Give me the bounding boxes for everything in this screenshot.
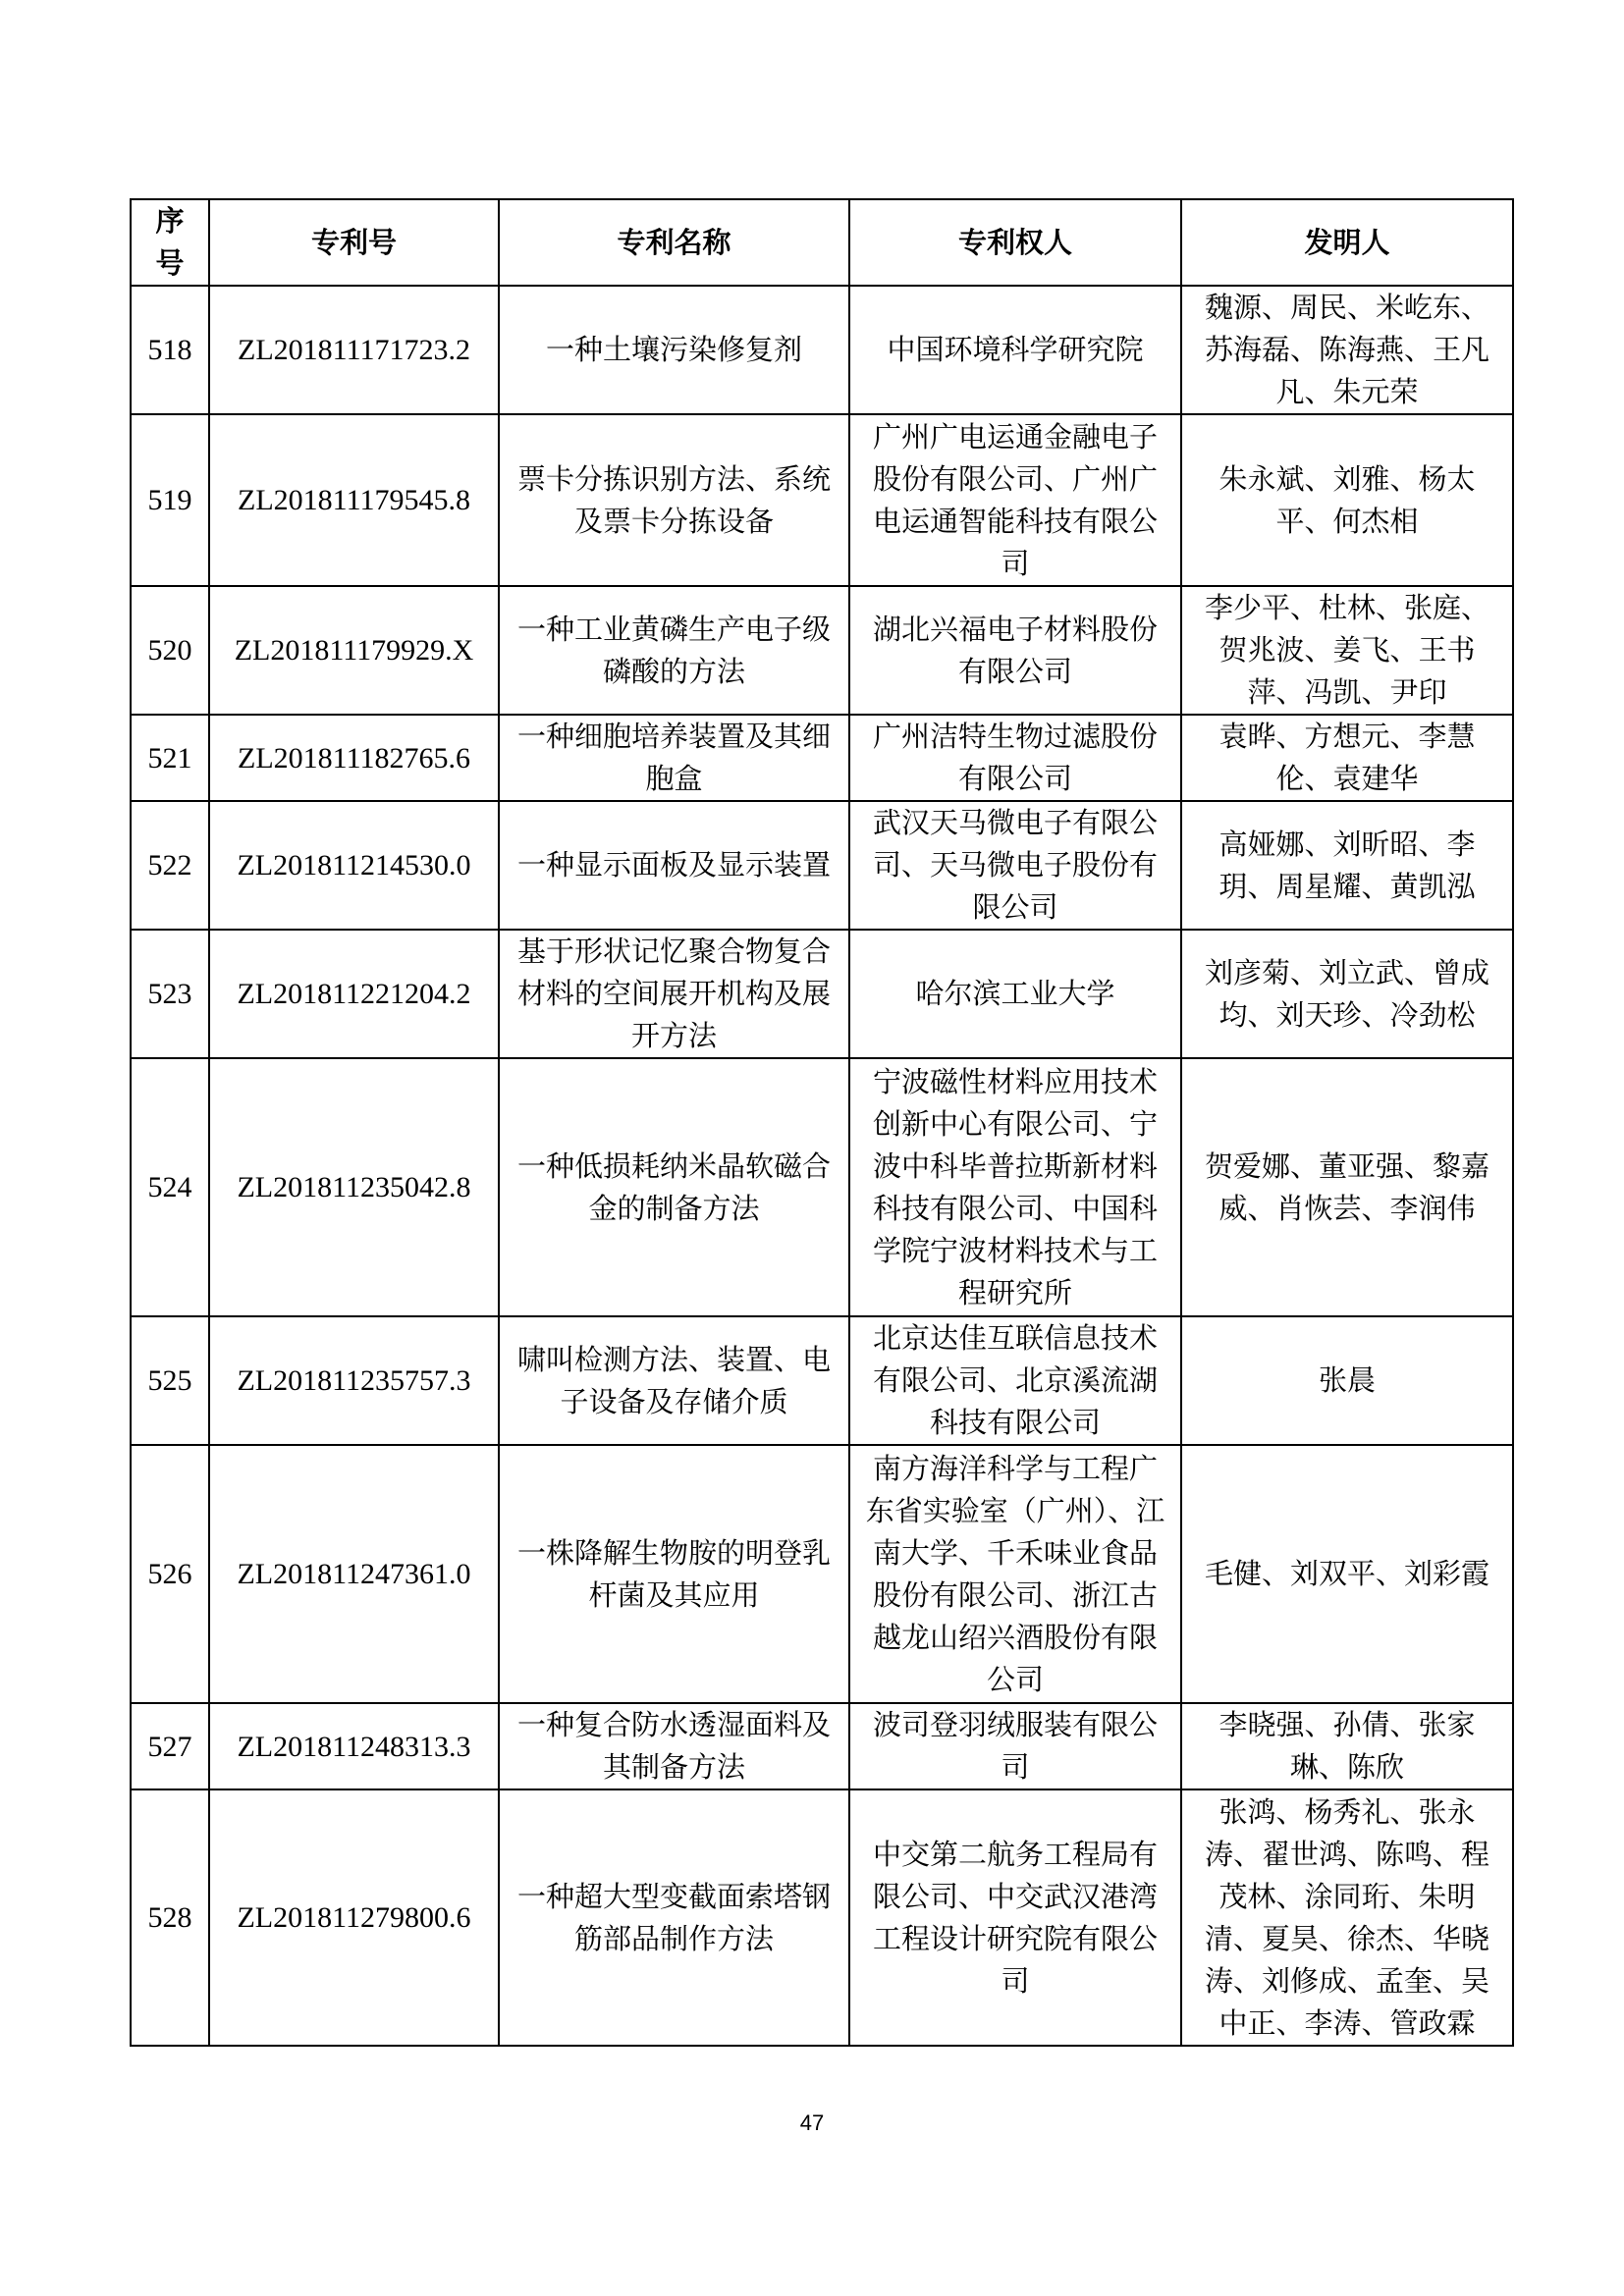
patent-name-cell: 一种土壤污染修复剂 xyxy=(499,286,849,414)
patent-name-cell: 一种复合防水透湿面料及其制备方法 xyxy=(499,1703,849,1789)
patent-name-cell: 一种低损耗纳米晶软磁合金的制备方法 xyxy=(499,1058,849,1316)
table-row xyxy=(131,1789,1513,2046)
inventor-cell: 张鸿、杨秀礼、张永涛、翟世鸿、陈鸣、程茂林、涂同珩、朱明清、夏昊、徐杰、华晓涛、刘修成、孟奎、吴中正、李涛、管政霖 xyxy=(1181,1789,1513,2046)
serial-number-cell: 521 xyxy=(131,715,209,801)
header-patent-number: 专利号 xyxy=(209,199,499,286)
serial-number-cell: 524 xyxy=(131,1058,209,1316)
header-patent-holder: 专利权人 xyxy=(849,199,1181,286)
patent-name-cell: 一种工业黄磷生产电子级磷酸的方法 xyxy=(499,586,849,715)
serial-number-cell: 526 xyxy=(131,1445,209,1703)
table-body xyxy=(131,286,1513,2046)
inventor-cell: 李晓强、孙倩、张家琳、陈欣 xyxy=(1181,1703,1513,1789)
serial-number-cell: 528 xyxy=(131,1789,209,2046)
inventor-cell: 张晨 xyxy=(1181,1316,1513,1445)
table-header-row xyxy=(131,199,1513,286)
table-row xyxy=(131,286,1513,414)
patent-name-cell: 基于形状记忆聚合物复合材料的空间展开机构及展开方法 xyxy=(499,930,849,1058)
patent-holder-cell: 中交第二航务工程局有限公司、中交武汉港湾工程设计研究院有限公司 xyxy=(849,1789,1181,2046)
patent-holder-cell: 广州洁特生物过滤股份有限公司 xyxy=(849,715,1181,801)
patent-number-cell: ZL201811171723.2 xyxy=(209,286,499,414)
patent-holder-cell: 武汉天马微电子有限公司、天马微电子股份有限公司 xyxy=(849,801,1181,930)
table-row xyxy=(131,715,1513,801)
patent-holder-cell: 南方海洋科学与工程广东省实验室（广州）、江南大学、千禾味业食品股份有限公司、浙江古越龙山绍兴酒股份有限公司 xyxy=(849,1445,1181,1703)
serial-number-cell: 525 xyxy=(131,1316,209,1445)
patent-holder-cell: 宁波磁性材料应用技术创新中心有限公司、宁波中科毕普拉斯新材料科技有限公司、中国科学院宁波材料技术与工程研究所 xyxy=(849,1058,1181,1316)
patent-number-cell: ZL201811248313.3 xyxy=(209,1703,499,1789)
patent-number-cell: ZL201811214530.0 xyxy=(209,801,499,930)
patent-number-cell: ZL201811235042.8 xyxy=(209,1058,499,1316)
inventor-cell: 袁晔、方想元、李慧伦、袁建华 xyxy=(1181,715,1513,801)
patent-number-cell: ZL201811182765.6 xyxy=(209,715,499,801)
header-serial-number: 序号 xyxy=(131,199,209,286)
patent-number-cell: ZL201811179545.8 xyxy=(209,414,499,586)
inventor-cell: 李少平、杜林、张庭、贺兆波、姜飞、王书萍、冯凯、尹印 xyxy=(1181,586,1513,715)
serial-number-cell: 518 xyxy=(131,286,209,414)
patent-holder-cell: 哈尔滨工业大学 xyxy=(849,930,1181,1058)
inventor-cell: 贺爱娜、董亚强、黎嘉威、肖恢芸、李润伟 xyxy=(1181,1058,1513,1316)
table-row xyxy=(131,1703,1513,1789)
patent-number-cell: ZL201811221204.2 xyxy=(209,930,499,1058)
patent-holder-cell: 湖北兴福电子材料股份有限公司 xyxy=(849,586,1181,715)
table-row xyxy=(131,586,1513,715)
serial-number-cell: 523 xyxy=(131,930,209,1058)
table-row xyxy=(131,930,1513,1058)
inventor-cell: 高娅娜、刘昕昭、李玥、周星耀、黄凯泓 xyxy=(1181,801,1513,930)
table-row xyxy=(131,1445,1513,1703)
inventor-cell: 毛健、刘双平、刘彩霞 xyxy=(1181,1445,1513,1703)
table-row xyxy=(131,801,1513,930)
patent-number-cell: ZL201811247361.0 xyxy=(209,1445,499,1703)
header-patent-name: 专利名称 xyxy=(499,199,849,286)
inventor-cell: 刘彦菊、刘立武、曾成均、刘天珍、冷劲松 xyxy=(1181,930,1513,1058)
patent-holder-cell: 中国环境科学研究院 xyxy=(849,286,1181,414)
page-number: 47 xyxy=(799,2110,825,2135)
serial-number-cell: 520 xyxy=(131,586,209,715)
table-row xyxy=(131,1058,1513,1316)
patent-table xyxy=(130,198,1514,2047)
inventor-cell: 魏源、周民、米屹东、苏海磊、陈海燕、王凡凡、朱元荣 xyxy=(1181,286,1513,414)
serial-number-cell: 519 xyxy=(131,414,209,586)
patent-name-cell: 票卡分拣识别方法、系统及票卡分拣设备 xyxy=(499,414,849,586)
table-row xyxy=(131,414,1513,586)
patent-number-cell: ZL201811179929.X xyxy=(209,586,499,715)
patent-number-cell: ZL201811279800.6 xyxy=(209,1789,499,2046)
patent-name-cell: 一种细胞培养装置及其细胞盒 xyxy=(499,715,849,801)
serial-number-cell: 527 xyxy=(131,1703,209,1789)
serial-number-cell: 522 xyxy=(131,801,209,930)
patent-holder-cell: 北京达佳互联信息技术有限公司、北京溪流湖科技有限公司 xyxy=(849,1316,1181,1445)
patent-number-cell: ZL201811235757.3 xyxy=(209,1316,499,1445)
patent-name-cell: 一株降解生物胺的明登乳杆菌及其应用 xyxy=(499,1445,849,1703)
table-row xyxy=(131,1316,1513,1445)
patent-name-cell: 一种超大型变截面索塔钢筋部品制作方法 xyxy=(499,1789,849,2046)
header-inventor: 发明人 xyxy=(1181,199,1513,286)
patent-name-cell: 一种显示面板及显示装置 xyxy=(499,801,849,930)
patent-holder-cell: 波司登羽绒服装有限公司 xyxy=(849,1703,1181,1789)
patent-name-cell: 啸叫检测方法、装置、电子设备及存储介质 xyxy=(499,1316,849,1445)
patent-holder-cell: 广州广电运通金融电子股份有限公司、广州广电运通智能科技有限公司 xyxy=(849,414,1181,586)
inventor-cell: 朱永斌、刘雅、杨太平、何杰相 xyxy=(1181,414,1513,586)
